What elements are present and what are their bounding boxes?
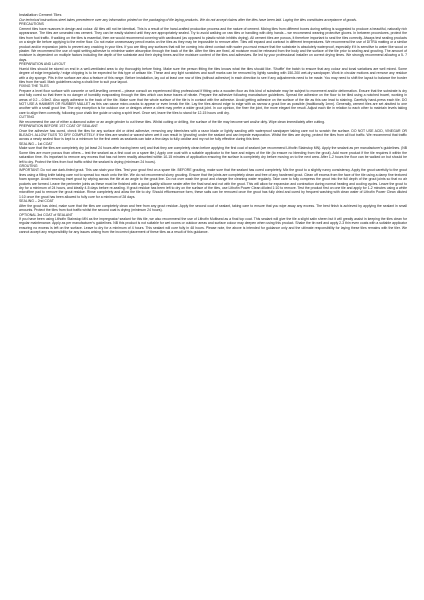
section-heading: PRECAUTIONS: [19, 22, 44, 27]
section-heading: OPTIONAL 3rd COAT of SEALANT: [19, 212, 73, 217]
section-heading: PREPARATION BEFORE 1ST COAT OF SEALANT: [19, 124, 98, 129]
body-paragraph: Make sure that the tiles are completely dry (at least 24 hours after having been set) and that they are completely clean before applying the first coat of sealant (we recommend Lithofin Stainstop MN). Apply the sealant as per manufacturer's guidelines. (NB Some tiles are more porous than others – test the sealant as a first coat on a spare tile.) Apply one coat with a suitable applicator to the face and edges of the tile (to ensure no bleeding from the grout). Add more product if the tile requires it within the saturation time. It's important to remove any excess that has not been readily absorbed within 10-15 minutes of application ensuring the surface is completely dry before moving on to the next area. After 1-2 hours the floor can be walked on but should be left to dry. Protect the tiles from foot traffic whilst the sealant is drying (minimum 24 hours).: [19, 146, 407, 164]
section-heading: GROUTING: [19, 163, 38, 168]
body-paragraph: Cement tiles have nuances in design and colour. All tiles will not be identical. This is a result of the hand-crafted production process and the nature of cement. Mixing tiles from different boxes during setting is suggested to produce a beautiful, naturally rich appearance. The tiles are unsealed raw cement. They can be easily stained until they are appropriately sealed. Try to avoid walking on raw tiles or handling with dirty hands – we recommend wearing protective gloves. In between procedures, protect the tiles from foot traffic. If walking on the tiles is essential, then we would recommend covering with cardboard (as opposed to plastic which inhibits drying). All cement tiles are porous, it therefore important to seal the tiles correctly. Always test sealing products on a single tile before applying to the entire floor. Do not make unnecessary pencil marks on the tiles as they may be impossible to remove after. Tiles will expand and contract in different temperatures. We recommend the use of DITRA matting or a similar product and/or expansion joints to prevent any cracking in your tiles. If you are tiling any surfaces that will be coming into direct contact with water you must ensure that the substrate is absolutely waterproof, especially if it is sensitive to water like wood or plaster. We recommend the use of rapid setting adhesive to minimise water absorption through the back of the tile. After the tiles are fixed, all moisture must be released from the body and the surface of the tile prior to sealing and grouting. The amount of moisture is dependent on multiple factors including the depth of the substrate and their drying times and the moisture content of the tiles and adhesives. Be led by your professional installer on correct drying times. We strongly recommend allowing a 5- 7 days.: [19, 26, 407, 62]
body-paragraph: We recommend the use of either a diamond cutter or an angle grinder to cut these tiles. Whilst cutting or drilling, the surface of the tile may become wet and/or dirty. Wipe clean immediately after cutting.: [19, 119, 325, 124]
section-heading: SEALING – 1st COAT: [19, 141, 53, 146]
body-paragraph: Prepare a level floor surface with concrete or self-levelling cement – please consult an experienced tiling professional if fitting onto a wooden floor as this kind of substrate may be subject to movement and/or deformation. Ensure that the substrate is dry and fully cured so that there is no danger of humidity evaporating through the tiles which can leave traces of nitrate. Prepare the adhesive following manufacture guidelines. Spread the adhesive on the floor to be tiled using a notched trowel, working in areas of 0.2 – 0.5m2. Also apply adhesive to the back of the tile. Make sure that the whole surface of the tile is in contact with the adhesive. Avoid getting adhesive on the surface of the tile as this can lead to staining. Carefully hand-press each tile. DO NOT USE A HAMMER OR RUBBER MALLET as this can cause micro-cracks to appear or even break the tile. Lay the tiles almost edge to edge with as narrow a grout line as possible (traditionally 1mm). Generally, cement tiles are set abutted to one another with a small grout line. The only exception is for outdoor use or designs where a client may prefer a wider grout joint. In our opinion, the finer the joint, the more elegant the result. Adjust each tile in relation to each other to maintain levels taking care to align them correctly, following your chalk line guide or using a spirit level. Once set, leave the tiles to stand for 12-15 hours until dry.: [19, 88, 407, 115]
body-paragraph: After the grout has dried, make sure that the tiles are completely clean and free from any grout residue. Apply the second coat of sealant, taking care to ensure that you wipe away any excess. The best finish is achieved by applying the sealant in small amounts. Protect the tiles from foot traffic whilst the second coat is drying (minimum 24 hours).: [19, 203, 407, 213]
section-heading: SEALING – 2nd COAT: [19, 199, 54, 204]
intro-note: Our technical instructions steel takes precedence over any information printed on the packaging of tile laying products. We do not accept claims after the tiles have been laid. Laying the tiles constitutes acceptance of goods.: [19, 18, 357, 23]
document-title: Installation Cement Tiles: [19, 12, 62, 17]
section-heading: PREPARATION AND LAYOUT: [19, 62, 66, 67]
body-paragraph: Once the adhesive has cured, check the tiles for any surface dirt or dried adhesive, removing any blemishes with a razor blade or lightly sanding with waterproof sandpaper taking care not to scratch the surface. DO NOT USE ACID, VINEGAR OR BLEACH. ALLOW TILES TO DRY COMPLETELY. If the tiles are sealed or waxed when wet it can result in 'ghosting' under the sealant and can impede evaporation. Whilst the tiles are drying, protect the tiles from all foot traffic. We recommend that traffic across a newly sealed floor is kept to a minimum for the first week as sealants can take a few days to fully oxidise and my not be fully effective during this time.: [19, 128, 407, 142]
body-paragraph: IMPORTANT: Do not use dark-tinted grout. This can stain your tiles. Test your grout first on a spare tile. BEFORE grouting, make sure that the sealant has cured completely. Mix the grout to a slightly runny consistency. Apply the grout carefully to the grout lines using a filling knife taking care not to spread too much onto the tile. We do not recommend slurry grouting. Ensure that the joints are completely clean and free of any hardened grout. Clean off excess from the face of the tile using a damp fine textured foam sponge. Avoid removing inset grout by wiping across the tile at an angle to the grout line. Do not over wash the grout and change the cleaning water regularly. Take care to fully compress the grout into the full depth of the grout joints so that no air pockets are formed. Leave the perimeter joints as these must be finished with a good quality silicone sealer after the final seal and not with the grout. This will allow for expansion and contraction during normal heating and cooling cycles. Leave the grout to dry for a minimum of 24 hours, and ideally 4-5 days before re-sealing. If grout residue has been left to dry on the surface of the tiles, use Lithofin Power Clean diluted 1:10 to remove. Test the product first on one tile and apply for 1-2 minutes using a white microfibre pad to remove the grout residue. Rinse completely and allow the tile to dry. Should efflorescence form, these salts can be removed once the grout has fully dried and cured by frequent washing with clean water of Lithofin Power Clean diluted 1:10 once the grout has been allowed to fully cure for a minimum of 28 days.: [19, 168, 407, 199]
body-paragraph: Humid tiles should be stored on end in a well-ventilated area to dry thoroughly before fixing. Make sure the person fitting the tiles knows what the tiles should like. 'Shuffle' the batch to ensure that any colour and tonal variations are well mixed. Some degree of edge irregularity / edge chipping is to be expected for this type of artisan tile. These and any light scratches and scuff marks can be removed by lightly sanding with 150-200 wet-dry sandpaper. Work in circular motions and remove any residue with a dry sponge. Pits in the surface are also a feature of this range. Before installation, lay out at least one row of tiles (without adhesive) in each direction to see if any adjustments need to be made. You may need to shift the layout to balance the border tiles from the wall. Mark guidelines using a chalk line to suit your layout.: [19, 66, 407, 84]
section-heading: FIXING THE TILES: [19, 84, 49, 89]
body-paragraph: If you have been using Lithofin Stainstop MN as the impregnator/ sealant for this tile, we also recommend the use of Lithofin Multiseal as a final top coat. This sealant will give the tile a slight satin sheen but it will greatly assist in keeping the tiles clean for regular maintenance. Apply as per manufacturer's guidelines. NB this product is not suitable for wet rooms or outdoor areas and surface colour may deepen when using this product. Shake the tin well and apply 2-3 thin even coats with a suitable applicator ensuring no excess is left on the surface. Leave to dry for a minimum of 4 hours. This sealant will cure fully in 48 hours. Please note, the above is intended for guidance only and the ultimate responsibility for laying these tiles remains with the tiler. We cannot accept any responsibility for any issues arising from the incorrect placement of these tiles as a result of this guidance.: [19, 217, 407, 235]
section-heading: CUTTING: [19, 115, 35, 120]
